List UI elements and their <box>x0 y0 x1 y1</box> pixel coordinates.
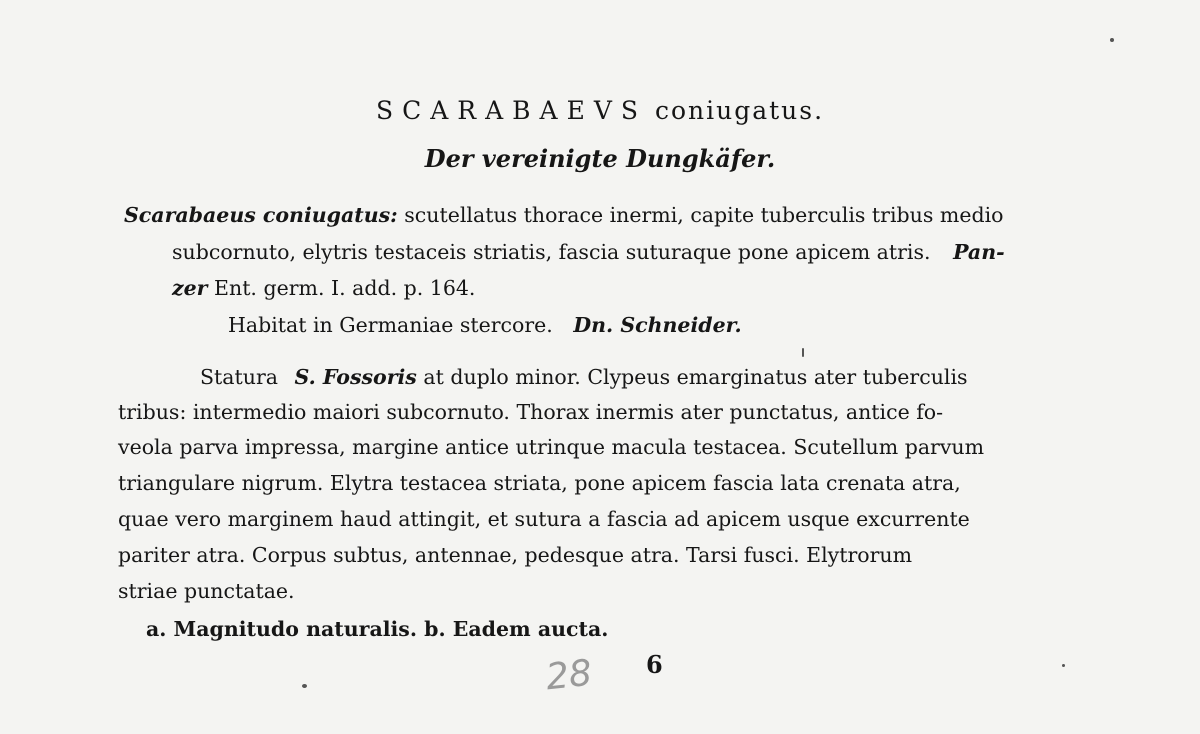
ink-speck <box>302 684 307 688</box>
description-line-3 <box>172 278 475 299</box>
reference-text: Ent. germ. I. add. p. 164. <box>214 276 476 300</box>
habitat-line <box>228 315 742 336</box>
ink-speck <box>1062 664 1065 667</box>
body-line-3: veola parva impressa, margine antice utrinque macula testacea. Scutellum parvum <box>118 435 985 459</box>
description-line-2 <box>172 242 1005 263</box>
body-line-6: pariter atra. Corpus subtus, antennae, pedesque atra. Tarsi fusci. Elytrorum <box>118 543 913 567</box>
german-name: Der vereinigte Dungkäfer. <box>424 144 776 173</box>
page-number: 6 <box>646 650 663 679</box>
body-text: at duplo minor. Clypeus emarginatus ater tuberculis <box>423 365 968 389</box>
species-name: Scarabaeus coniugatus: <box>124 203 398 227</box>
title-genus: SCARABAEVS <box>375 96 647 125</box>
body-line-4: triangulare nigrum. Elytra testacea striata, pone apicem fascia lata crenata atra, <box>118 471 961 495</box>
figure-caption: a. Magnitudo naturalis. b. Eadem aucta. <box>146 617 609 641</box>
species-reference: S. Fossoris <box>294 365 417 389</box>
body-text: Statura <box>200 365 278 389</box>
author-name: Pan- <box>953 240 1005 264</box>
body-line-7: striae punctatae. <box>118 579 295 603</box>
author-name: zer <box>172 276 208 300</box>
description-text: subcornuto, elytris testaceis striatis, fascia suturaque pone apicem atris. <box>172 240 931 264</box>
description-text: scutellatus thorace inermi, capite tuberculis tribus medio <box>404 203 1004 227</box>
body-line-5: quae vero marginem haud attingit, et sutura a fascia ad apicem usque excurrente <box>118 507 970 531</box>
page-title <box>0 96 1200 125</box>
handwritten-number: 28 <box>543 652 594 699</box>
body-line-1 <box>200 367 968 388</box>
habitat-text: Habitat in Germaniae stercore. <box>228 313 553 337</box>
habitat-source: Dn. Schneider. <box>573 313 742 337</box>
ink-speck <box>802 348 804 357</box>
body-line-2: tribus: intermedio maiori subcornuto. Thorax inermis ater punctatus, antice fo- <box>118 400 944 424</box>
ink-speck <box>1110 38 1114 42</box>
title-species: coniugatus. <box>654 96 825 125</box>
description-line-1 <box>124 205 1003 226</box>
